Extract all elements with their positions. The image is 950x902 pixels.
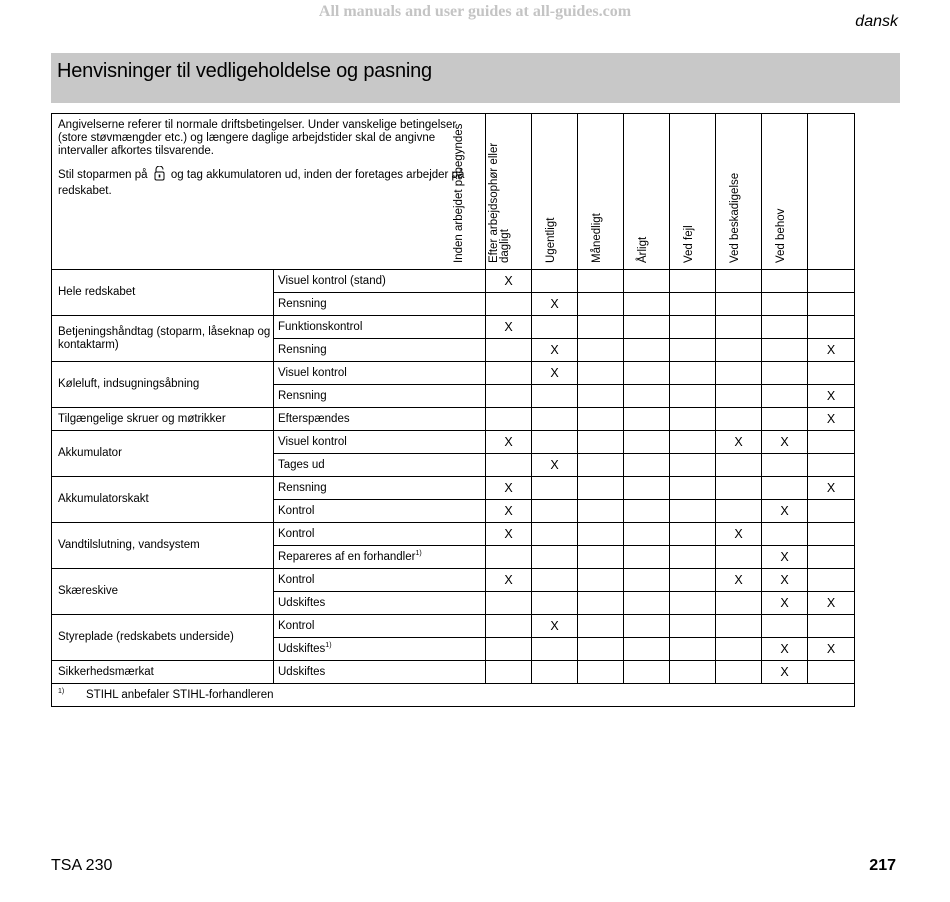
interval-mark-cell [762, 362, 808, 385]
component-cell: Skæreskive [52, 569, 274, 615]
interval-mark-cell [578, 500, 624, 523]
interval-mark-cell: X [486, 500, 532, 523]
interval-mark-cell [716, 362, 762, 385]
interval-mark-cell: X [762, 661, 808, 684]
interval-mark-cell [808, 615, 855, 638]
action-cell [274, 592, 486, 615]
interval-mark-cell [670, 477, 716, 500]
table-row [52, 569, 855, 592]
action-label: Udskiftes [278, 643, 326, 655]
interval-mark-cell [486, 454, 532, 477]
watermark: All manuals and user guides at all-guides.com [318, 3, 632, 20]
interval-mark-cell [578, 523, 624, 546]
interval-mark-cell: X [716, 569, 762, 592]
interval-mark-cell [624, 454, 670, 477]
interval-mark-cell [578, 431, 624, 454]
action-label: Efterspændes [278, 413, 350, 425]
interval-mark-cell: X [762, 500, 808, 523]
interval-mark-cell: X [532, 293, 578, 316]
interval-mark-cell [808, 431, 855, 454]
action-cell [274, 362, 486, 385]
footnote-ref: 1) [415, 550, 422, 557]
interval-mark-cell [624, 431, 670, 454]
intro-cell [52, 114, 486, 270]
action-label: Kontrol [278, 528, 315, 540]
page-number: 217 [869, 857, 896, 874]
table-row [52, 615, 855, 638]
action-label: Rensning [278, 482, 327, 494]
action-label: Kontrol [278, 574, 315, 586]
interval-mark-cell [762, 477, 808, 500]
interval-mark-cell: X [532, 362, 578, 385]
interval-mark-cell: X [532, 615, 578, 638]
interval-mark-cell [808, 523, 855, 546]
interval-mark-cell [670, 500, 716, 523]
interval-mark-cell [532, 477, 578, 500]
interval-mark-cell [808, 569, 855, 592]
interval-mark-cell [532, 592, 578, 615]
interval-mark-cell [532, 523, 578, 546]
action-label: Visuel kontrol (stand) [278, 275, 386, 287]
interval-mark-cell [624, 615, 670, 638]
interval-mark-cell [716, 339, 762, 362]
column-header-label: Ved behov [775, 208, 788, 263]
interval-mark-cell [578, 408, 624, 431]
column-header-label: Ugentligt [544, 217, 557, 263]
interval-mark-cell [808, 316, 855, 339]
interval-mark-cell [532, 661, 578, 684]
interval-mark-cell [578, 661, 624, 684]
interval-mark-cell [578, 615, 624, 638]
interval-mark-cell: X [486, 270, 532, 293]
action-cell [274, 569, 486, 592]
component-cell: Styreplade (redskabets underside) [52, 615, 274, 661]
interval-mark-cell: X [486, 316, 532, 339]
interval-mark-cell [716, 385, 762, 408]
interval-mark-cell [670, 408, 716, 431]
interval-mark-cell [670, 569, 716, 592]
interval-mark-cell [578, 592, 624, 615]
action-label: Udskiftes [278, 597, 326, 609]
interval-mark-cell [532, 431, 578, 454]
action-cell [274, 408, 486, 431]
action-cell [274, 638, 486, 661]
interval-mark-cell [532, 385, 578, 408]
footnote-mark [58, 689, 86, 701]
footnote-row [52, 684, 855, 707]
interval-mark-cell [762, 316, 808, 339]
component-cell: Akkumulator [52, 431, 274, 477]
interval-mark-cell [624, 477, 670, 500]
interval-mark-cell [578, 270, 624, 293]
interval-mark-cell: X [808, 339, 855, 362]
column-header-label: Inden arbejdet påbegyndes [452, 123, 465, 263]
action-cell [274, 477, 486, 500]
interval-mark-cell [486, 408, 532, 431]
interval-mark-cell [716, 316, 762, 339]
interval-mark-cell [762, 408, 808, 431]
action-cell [274, 500, 486, 523]
component-cell: Sikkerhedsmærkat [52, 661, 274, 684]
interval-mark-cell [808, 362, 855, 385]
interval-mark-cell: X [716, 523, 762, 546]
intro-text-before: Stil stoparmen på [58, 169, 148, 181]
table-row [52, 316, 855, 339]
interval-mark-cell [670, 661, 716, 684]
interval-mark-cell [624, 362, 670, 385]
action-label: Repareres af en forhandler [278, 551, 416, 563]
interval-mark-cell [716, 270, 762, 293]
column-header-label: Ved fejl [682, 225, 695, 263]
interval-mark-cell [716, 454, 762, 477]
action-cell [274, 546, 486, 569]
action-cell [274, 615, 486, 638]
column-header [775, 114, 855, 270]
interval-mark-cell: X [486, 569, 532, 592]
interval-mark-cell [486, 615, 532, 638]
interval-mark-cell: X [486, 477, 532, 500]
interval-mark-cell [716, 477, 762, 500]
footnote-ref: 1) [325, 642, 332, 649]
interval-mark-cell [670, 385, 716, 408]
action-label: Kontrol [278, 505, 315, 517]
component-cell: Akkumulatorskakt [52, 477, 274, 523]
intro-paragraph-2 [58, 166, 481, 198]
interval-mark-cell [486, 661, 532, 684]
interval-mark-cell [486, 638, 532, 661]
interval-mark-cell: X [808, 638, 855, 661]
action-cell [274, 431, 486, 454]
interval-mark-cell [486, 385, 532, 408]
interval-mark-cell [624, 500, 670, 523]
action-cell [274, 316, 486, 339]
interval-mark-cell [670, 615, 716, 638]
interval-mark-cell [624, 592, 670, 615]
interval-mark-cell [578, 569, 624, 592]
interval-mark-cell [624, 270, 670, 293]
interval-mark-cell [808, 546, 855, 569]
interval-mark-cell [578, 385, 624, 408]
interval-mark-cell: X [808, 477, 855, 500]
interval-mark-cell [578, 477, 624, 500]
table-row [52, 408, 855, 431]
table-row [52, 661, 855, 684]
interval-mark-cell [670, 316, 716, 339]
interval-mark-cell [808, 454, 855, 477]
component-cell: Tilgængelige skruer og møtrikker [52, 408, 274, 431]
page-title: Henvisninger til vedligeholdelse og pasning [57, 60, 432, 82]
interval-mark-cell: X [762, 592, 808, 615]
interval-mark-cell [486, 293, 532, 316]
language-label: dansk [855, 13, 898, 30]
interval-mark-cell: X [532, 454, 578, 477]
interval-mark-cell [808, 661, 855, 684]
interval-mark-cell [532, 569, 578, 592]
interval-mark-cell [624, 316, 670, 339]
action-label: Tages ud [278, 459, 325, 471]
component-cell: Hele redskabet [52, 270, 274, 316]
interval-mark-cell [762, 339, 808, 362]
column-header-label: Efter arbejdsophør eller dagligt [487, 142, 511, 263]
action-label: Rensning [278, 298, 327, 310]
action-cell [274, 454, 486, 477]
interval-mark-cell [532, 500, 578, 523]
table-row [52, 362, 855, 385]
table-row [52, 270, 855, 293]
interval-mark-cell [670, 431, 716, 454]
maintenance-table [51, 113, 855, 707]
column-header-label: Ved beskadigelse [728, 172, 741, 263]
interval-mark-cell [486, 592, 532, 615]
interval-mark-cell [532, 546, 578, 569]
interval-mark-cell [716, 500, 762, 523]
interval-mark-cell: X [808, 385, 855, 408]
interval-mark-cell: X [762, 431, 808, 454]
interval-mark-cell: X [762, 546, 808, 569]
interval-mark-cell [624, 523, 670, 546]
intro-text-after: og tag akkumulatoren ud, inden der foretages arbejder på redskabet. [58, 169, 465, 197]
interval-mark-cell [716, 638, 762, 661]
component-cell: Betjeningshåndtag (stoparm, låseknap og kontaktarm) [52, 316, 274, 362]
interval-mark-cell [716, 293, 762, 316]
action-label: Visuel kontrol [278, 436, 347, 448]
interval-mark-cell [670, 362, 716, 385]
action-cell [274, 293, 486, 316]
interval-mark-cell: X [808, 592, 855, 615]
interval-mark-cell [624, 661, 670, 684]
interval-mark-cell [578, 638, 624, 661]
interval-mark-cell [670, 546, 716, 569]
action-label: Visuel kontrol [278, 367, 347, 379]
action-label: Udskiftes [278, 666, 326, 678]
interval-mark-cell [624, 339, 670, 362]
intro-paragraph-1: Angivelserne referer til normale driftsbetingelser. Under vanskelige betingelser (store støvmængder etc.) og længere daglige arbejdstider skal de angivne intervaller afkortes tilsvarende. [58, 119, 457, 157]
interval-mark-cell [716, 661, 762, 684]
interval-mark-cell [808, 293, 855, 316]
interval-mark-cell [578, 454, 624, 477]
interval-mark-cell: X [808, 408, 855, 431]
interval-mark-cell [578, 546, 624, 569]
interval-mark-cell [624, 569, 670, 592]
footnote-mark-number: 1) [58, 688, 65, 695]
interval-mark-cell [670, 339, 716, 362]
interval-mark-cell [486, 546, 532, 569]
interval-mark-cell: X [486, 523, 532, 546]
column-header-label: Årligt [636, 236, 649, 263]
action-cell [274, 385, 486, 408]
interval-mark-cell [486, 362, 532, 385]
interval-mark-cell [762, 385, 808, 408]
interval-mark-cell [532, 316, 578, 339]
interval-mark-cell [808, 270, 855, 293]
interval-mark-cell [624, 408, 670, 431]
interval-mark-cell [762, 293, 808, 316]
interval-mark-cell [578, 316, 624, 339]
interval-mark-cell [716, 546, 762, 569]
interval-mark-cell [624, 385, 670, 408]
interval-mark-cell [532, 408, 578, 431]
interval-mark-cell [762, 454, 808, 477]
table-row [52, 431, 855, 454]
action-cell [274, 523, 486, 546]
interval-mark-cell [808, 500, 855, 523]
interval-mark-cell [670, 592, 716, 615]
interval-mark-cell [716, 615, 762, 638]
action-label: Funktionskontrol [278, 321, 363, 333]
model-name: TSA 230 [51, 857, 113, 874]
interval-mark-cell [716, 408, 762, 431]
interval-mark-cell [578, 339, 624, 362]
interval-mark-cell [532, 638, 578, 661]
interval-mark-cell [670, 523, 716, 546]
interval-mark-cell: X [762, 638, 808, 661]
interval-mark-cell [624, 638, 670, 661]
interval-mark-cell [670, 638, 716, 661]
action-cell [274, 661, 486, 684]
interval-mark-cell [670, 270, 716, 293]
lock-icon [154, 166, 165, 185]
interval-mark-cell [716, 592, 762, 615]
action-label: Rensning [278, 344, 327, 356]
interval-mark-cell: X [532, 339, 578, 362]
action-cell [274, 270, 486, 293]
interval-mark-cell: X [716, 431, 762, 454]
title-band [51, 53, 900, 103]
component-cell: Vandtilslutning, vandsystem [52, 523, 274, 569]
column-header-label: Månedligt [590, 213, 603, 263]
interval-mark-cell [624, 546, 670, 569]
interval-mark-cell [670, 293, 716, 316]
footnote-cell [52, 684, 855, 707]
interval-mark-cell [578, 293, 624, 316]
table-row [52, 523, 855, 546]
interval-mark-cell [532, 270, 578, 293]
interval-mark-cell [624, 293, 670, 316]
action-label: Rensning [278, 390, 327, 402]
interval-mark-cell [670, 454, 716, 477]
interval-mark-cell [762, 270, 808, 293]
interval-mark-cell: X [486, 431, 532, 454]
header-row [52, 114, 855, 270]
interval-mark-cell [486, 339, 532, 362]
footnote-text: STIHL anbefaler STIHL-forhandleren [86, 689, 274, 701]
interval-mark-cell: X [762, 569, 808, 592]
interval-mark-cell [578, 362, 624, 385]
interval-mark-cell [762, 523, 808, 546]
table-row [52, 477, 855, 500]
action-cell [274, 339, 486, 362]
interval-mark-cell [762, 615, 808, 638]
action-label: Kontrol [278, 620, 315, 632]
component-cell: Køleluft, indsugningsåbning [52, 362, 274, 408]
